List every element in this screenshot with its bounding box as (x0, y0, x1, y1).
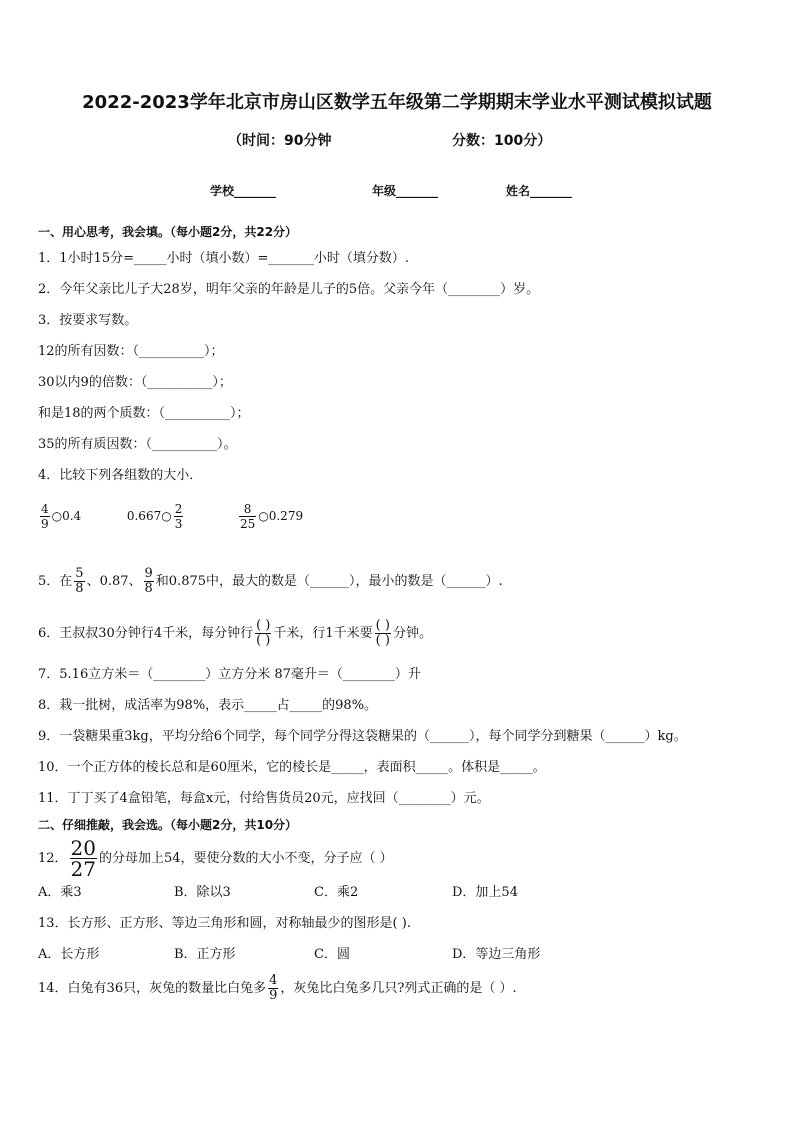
fraction: $\frac{20}{27}$ (70, 836, 96, 881)
question-12: 12． $\frac{20}{27}$ 的分母加上54，要使分数的大小不变，分子应（ ） (38, 836, 393, 881)
question-3b: 30以内9的倍数：（__________）； (38, 375, 232, 390)
question-3d: 35的所有质因数：（__________）。 (38, 437, 237, 452)
fraction: $\frac{4}{9}$ (41, 502, 49, 531)
fraction-blank: $\frac{( )}{( )}$ (375, 618, 390, 648)
grade-field: 年级_______ (372, 184, 439, 198)
fraction: $\frac{2}{3}$ (174, 502, 183, 531)
question-13: 13．长方形、正方形、等边三角形和圆，对称轴最少的图形是( ). (38, 916, 411, 931)
option-a[interactable]: A．长方形 (38, 947, 100, 962)
question-3c: 和是18的两个质数：（__________）； (38, 406, 250, 421)
exam-subtitle (228, 130, 552, 150)
section-2-heading: 二、仔细推敲，我会选。（每小题2分，共10分） (38, 818, 298, 832)
option-d[interactable]: D．加上54 (452, 885, 518, 900)
question-7: 7．5.16立方米＝（________）立方分米 87毫升＝（________）升 (38, 667, 421, 682)
option-a[interactable]: A．乘3 (38, 885, 82, 900)
fraction: $\frac{9}{8}$ (144, 566, 153, 596)
question-11: 11．丁丁买了4盒铅笔，每盒x元，付给售货员20元，应找回（________）元。 (38, 791, 490, 806)
question-2: 2．今年父亲比儿子大28岁，明年父亲的年龄是儿子的5倍。父亲今年（________）岁。 (38, 282, 540, 297)
question-3: 3．按要求写数。 (38, 313, 138, 328)
exam-title: 2022-2023学年北京市房山区数学五年级第二学期期末学业水平测试模拟试题 (82, 92, 712, 113)
school-field: 学校_______ (210, 184, 277, 198)
question-5: 5．在 $\frac{5}{8}$ 、0.87、 $\frac{9}{8}$ 和0.875中，最大的数是（______），最小的数是（______）. (38, 566, 503, 596)
question-1: 1．1小时15分=_____小时（填小数）=_______小时（填分数）. (38, 251, 410, 266)
fraction-blank: $\frac{( )}{( )}$ (256, 618, 271, 648)
option-b[interactable]: B．除以3 (174, 885, 231, 900)
question-10: 10．一个正方体的棱长总和是60厘米，它的棱长是_____，表面积_____。体积是_____。 (38, 760, 546, 775)
fraction: $\frac{4}{9}$ (269, 973, 278, 1003)
fraction: $\frac{8}{25}$ (239, 502, 256, 531)
option-b[interactable]: B．正方形 (174, 947, 236, 962)
question-9: 9．一袋糖果重3kg，平均分给6个同学，每个同学分得这袋糖果的（______），每个同学分到糖果（______）kg。 (38, 729, 687, 744)
option-c[interactable]: C．乘2 (314, 885, 359, 900)
fraction: $\frac{5}{8}$ (75, 566, 84, 596)
section-1-heading: 一、用心思考，我会填。（每小题2分，共22分） (38, 225, 298, 239)
name-field: 姓名_______ (506, 184, 573, 198)
question-4-items: $\frac{4}{9}$ ○0.4 0.667○ $\frac{2}{3}$ $\frac{8}{25}$ ○0.279 (41, 502, 304, 531)
option-d[interactable]: D．等边三角形 (452, 947, 541, 962)
option-c[interactable]: C．圆 (314, 947, 350, 962)
question-8: 8．栽一批树，成活率为98%，表示_____占_____的98%。 (38, 698, 378, 713)
question-4: 4．比较下列各组数的大小． (38, 468, 203, 483)
question-3a: 12的所有因数：（__________）； (38, 344, 224, 359)
question-14: 14．白兔有36只，灰兔的数量比白兔多 $\frac{4}{9}$ ，灰兔比白兔多几只?列式正确的是（ ）. (38, 973, 517, 1003)
score-label: 分数：100分） (452, 133, 552, 149)
time-label: （时间：90分钟 (228, 133, 332, 149)
question-6: 6．王叔叔30分钟行4千米，每分钟行 $\frac{( )}{( )}$ 千米，行1千米要 $\frac{( )}{( )}$ 分钟。 (38, 618, 432, 648)
